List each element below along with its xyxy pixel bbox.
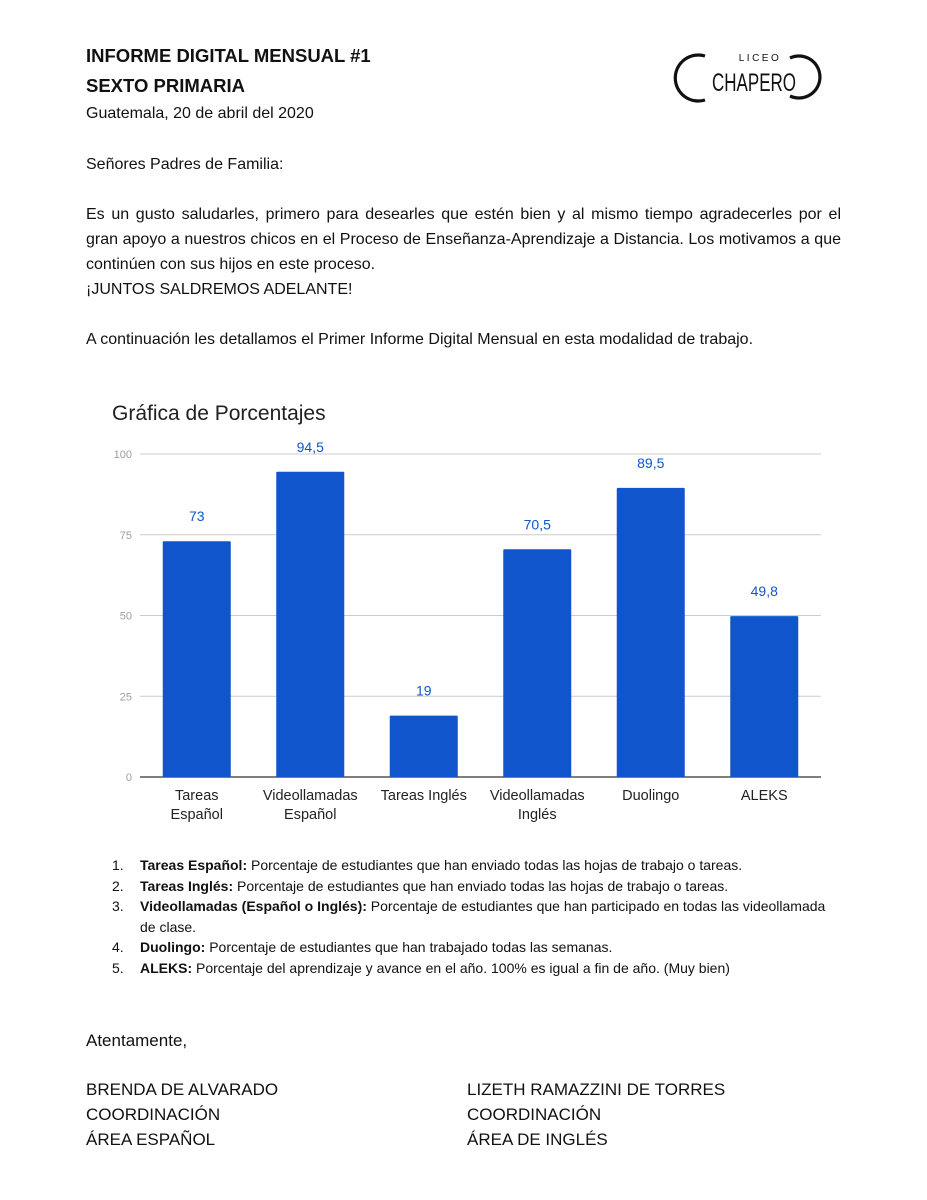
x-tick-label: Tareas Inglés <box>380 788 467 804</box>
bar <box>390 716 458 777</box>
note-description: Porcentaje del aprendizaje y avance en el año. 100% es igual a fin de año. (Muy bien) <box>192 959 730 976</box>
signature-left <box>86 1077 278 1152</box>
note-term: Tareas Español: <box>140 857 248 873</box>
note-term: Tareas Inglés: <box>140 877 234 894</box>
note-number: 1. <box>112 857 124 873</box>
details-paragraph: A continuación les detallamos el Primer Informe Digital Mensual en esta modalidad de trabajo. <box>86 331 754 348</box>
note-description: Porcentaje de estudiantes que han enviado todas las hojas de trabajo o tareas. <box>247 857 743 873</box>
y-tick-label: 75 <box>119 529 132 542</box>
school-logo <box>672 46 822 108</box>
bar-value-label: 94,5 <box>296 438 324 455</box>
note-term: ALEKS: <box>140 959 193 976</box>
logo-small-text: LICEO <box>738 53 782 64</box>
bar <box>730 616 798 777</box>
note-item <box>112 958 832 979</box>
signature-area: ÁREA DE INGLÉS <box>467 1130 608 1149</box>
bar <box>276 472 344 777</box>
note-number: 3. <box>112 898 124 914</box>
note-number: 2. <box>112 877 124 894</box>
signature-role: COORDINACIÓN <box>86 1105 221 1124</box>
signature-area: ÁREA ESPAÑOL <box>86 1130 216 1149</box>
intro-paragraph: Es un gusto saludarles, primero para desearles que estén bien y al mismo tiempo agradecerles por el gran apoyo a nuestros chicos en el Proceso de Enseñanza-Aprendizaje a Distancia. Los motivamos a que continúen con sus hijos en este proceso. <box>86 206 841 273</box>
x-tick-label: Español <box>284 807 337 823</box>
bar-value-label: 70,5 <box>523 516 551 533</box>
place-date: Guatemala, 20 de abril del 2020 <box>86 105 314 122</box>
closing: Atentamente, <box>86 1031 188 1050</box>
x-tick-label: Videollamadas <box>489 788 585 804</box>
x-tick-label: Inglés <box>517 807 557 823</box>
signature-name: LIZETH RAMAZZINI DE TORRES <box>467 1080 726 1099</box>
bar-value-label: 49,8 <box>750 583 778 600</box>
note-description: Porcentaje de estudiantes que han enviado todas las hojas de trabajo o tareas. <box>233 877 729 894</box>
bar-value-label: 89,5 <box>637 454 665 471</box>
report-grade: SEXTO PRIMARIA <box>86 75 245 96</box>
bar <box>163 541 231 777</box>
bar-chart <box>100 430 835 830</box>
x-tick-label: Tareas <box>174 788 219 804</box>
note-item <box>112 896 832 937</box>
x-tick-label: Duolingo <box>622 788 680 804</box>
note-term: Duolingo: <box>140 939 206 955</box>
report-title: INFORME DIGITAL MENSUAL #1 <box>86 45 371 66</box>
y-tick-label: 50 <box>119 610 132 623</box>
note-item <box>112 876 832 897</box>
note-item <box>112 937 832 958</box>
note-term: Videollamadas (Español o Inglés): <box>140 898 367 914</box>
note-number: 4. <box>112 939 124 955</box>
notes-list <box>112 855 832 978</box>
x-tick-label: Español <box>170 807 223 823</box>
y-tick-label: 0 <box>125 772 132 784</box>
logo-big-text: CHAPERO <box>712 69 796 97</box>
note-description: Porcentaje de estudiantes que han trabajado todas las semanas. <box>205 939 613 955</box>
bar <box>617 488 685 777</box>
greeting: Señores Padres de Familia: <box>86 156 284 173</box>
cheer-text: ¡JUNTOS SALDREMOS ADELANTE! <box>86 281 353 298</box>
bar <box>503 549 571 777</box>
signature-right <box>467 1077 725 1152</box>
note-description: Porcentaje de estudiantes que han participado en todas las videollamada de clase. <box>140 898 826 935</box>
signature-name: BRENDA DE ALVARADO <box>86 1080 279 1099</box>
signature-role: COORDINACIÓN <box>467 1105 602 1124</box>
x-tick-label: Videollamadas <box>262 788 358 804</box>
chart-title: Gráfica de Porcentajes <box>112 402 326 425</box>
bar-value-label: 19 <box>415 682 432 699</box>
bar-value-label: 73 <box>188 508 205 525</box>
x-tick-label: ALEKS <box>740 788 788 804</box>
note-item <box>112 855 832 876</box>
note-number: 5. <box>112 959 124 976</box>
y-tick-label: 100 <box>113 449 132 461</box>
y-tick-label: 25 <box>119 691 132 704</box>
